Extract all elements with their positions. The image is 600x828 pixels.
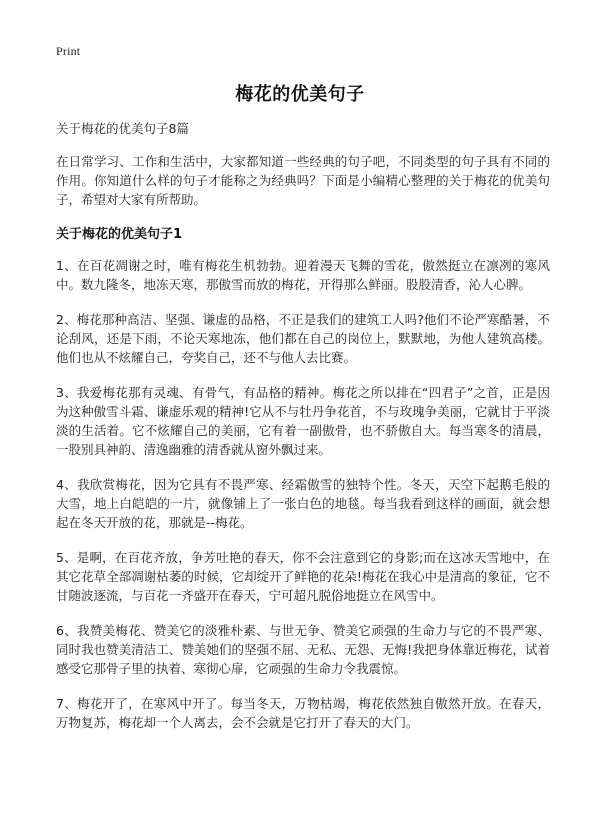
print-link[interactable]: Print [56, 44, 81, 58]
intro-paragraph: 在日常学习、工作和生活中，大家都知道一些经典的句子吧，不同类型的句子具有不同的作用。你知道什么样的句子才能称之为经典吗？下面是小编精心整理的关于梅花的优美句子，希望对大家有所帮助。 [56, 154, 550, 207]
list-item: 4、我欣赏梅花，因为它具有不畏严寒、经霜傲雪的独特个性。冬天，天空下起鹅毛般的大雪，地上白皑皑的一片，就像铺上了一张白色的地毯。每当我看到这样的画面，就会想起在冬天开放的花，那就是--梅花。 [56, 477, 550, 530]
article-body [56, 120, 550, 748]
list-item: 5、是啊，在百花齐放，争芳吐艳的春天，你不会注意到它的身影;而在这冰天雪地中，在其它花草全部凋谢枯萎的时候，它却绽开了鲜艳的花朵!梅花在我心中是清高的象征，它不甘随波逐流，与百花一齐盛开在春天，宁可超凡脱俗地挺立在风雪中。 [56, 550, 550, 603]
list-item: 3、我爱梅花那有灵魂、有骨气，有品格的精神。梅花之所以排在“四君子”之首，正是因为这种傲雪斗霜、谦虚乐观的精神!它从不与牡丹争花首，不与玫瑰争美丽，它就甘于平淡淡的生活着。它不炫耀自己的美丽，它有着一副傲骨，也不骄傲自大。每当寒冬的清晨，一股别具神韵、清逸幽雅的清香就从窗外飘过来。 [56, 385, 550, 457]
list-item: 6、我赞美梅花、赞美它的淡雅朴素、与世无争、赞美它顽强的生命力与它的不畏严寒、同时我也赞美清洁工、赞美她们的坚强不屈、无私、无怨、无悔!我把身体靠近梅花，试着感受它那骨子里的执着、寒彻心扉，它顽强的生命力令我震惊。 [56, 623, 550, 676]
list-item: 2、梅花那种高洁、坚强、谦虚的品格，不正是我们的建筑工人吗?他们不论严寒酷暑，不论刮风，还是下雨，不论天寒地冻，他们都在自己的岗位上，默默地，为他人建筑高楼。他们也从不炫耀自己，夸奖自己，还不与他人去比赛。 [56, 312, 550, 365]
section-heading: 关于梅花的优美句子1 [56, 227, 183, 242]
list-item: 1、在百花凋谢之时，唯有梅花生机勃勃。迎着漫天飞舞的雪花，傲然挺立在凛冽的寒风中。数九隆冬，地冻天寒，那傲雪而放的梅花，开得那么鲜丽。股股清香，沁人心脾。 [56, 258, 550, 292]
page-title: 梅花的优美句子 [235, 84, 365, 105]
list-item: 7、梅花开了，在寒风中开了。每当冬天，万物枯竭，梅花依然独自傲然开放。在春天，万物复苏，梅花却一个人离去，会不会就是它打开了春天的大门。 [56, 696, 550, 730]
article-subtitle: 关于梅花的优美句子8篇 [56, 121, 189, 136]
